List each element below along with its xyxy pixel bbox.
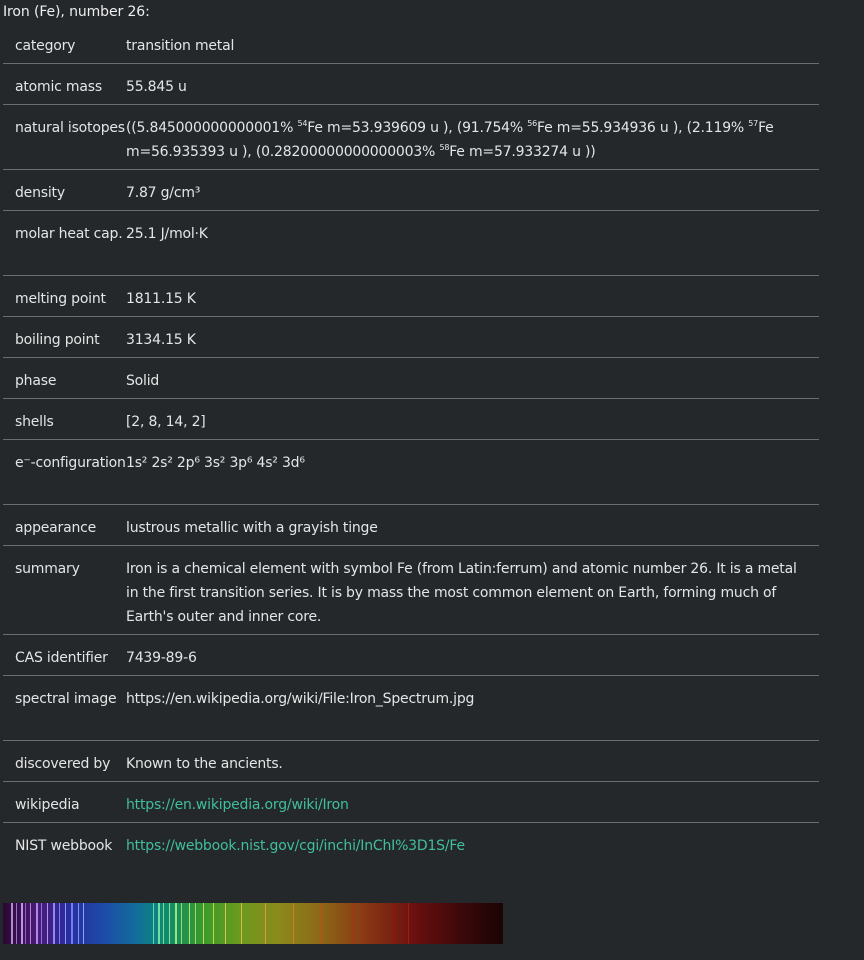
element-properties-table — [3, 23, 819, 883]
isotope-abundance: (2.119% — [682, 120, 745, 136]
isotope-abundance: (0.28200000000000003% — [251, 144, 436, 160]
spectral-line — [181, 903, 182, 944]
spectral-line — [203, 903, 204, 944]
row-value: 7.87 g/cm³ — [126, 185, 201, 201]
row-value: 25.1 J/mol·K — [126, 226, 208, 242]
row-discovered-by — [3, 741, 819, 782]
row-natural-isotopes — [3, 105, 819, 170]
row-key: category — [15, 38, 76, 54]
spectral-line — [189, 903, 190, 944]
row-density — [3, 170, 819, 211]
spectrum-graphic — [3, 903, 503, 944]
row-summary — [3, 546, 819, 635]
row-spectral-image — [3, 676, 819, 741]
row-electron-configuration — [3, 440, 819, 505]
iron-emission-spectrum-image — [3, 903, 503, 944]
row-shells — [3, 399, 819, 440]
row-value: 55.845 u — [126, 79, 187, 95]
row-category — [3, 23, 819, 64]
row-key: melting point — [15, 291, 106, 307]
row-molar-heat — [3, 211, 819, 276]
wikipedia-link[interactable]: https://en.wikipedia.org/wiki/Iron — [126, 797, 349, 813]
spectral-line — [21, 903, 23, 944]
isotope-mass: Fe m=55.934936 u ), — [537, 120, 683, 136]
spectral-line — [65, 903, 66, 944]
row-key: summary — [15, 561, 80, 577]
row-cas-identifier — [3, 635, 819, 676]
spectral-line — [393, 903, 395, 944]
spectral-line — [321, 903, 322, 944]
spectral-line — [265, 903, 266, 944]
spectral-line — [71, 903, 73, 944]
row-value: Solid — [126, 373, 160, 389]
spectral-line — [36, 903, 38, 944]
spectral-line — [41, 903, 42, 944]
row-key: e⁻-configuration — [15, 455, 126, 471]
row-melting-point — [3, 276, 819, 317]
row-value: 1s² 2s² 2p⁶ 3s² 3p⁶ 4s² 3d⁶ — [126, 455, 305, 471]
row-value: transition metal — [126, 38, 235, 54]
isotope-mass: Fe m=53.939609 u ), — [307, 120, 453, 136]
spectral-line — [225, 903, 226, 944]
spectral-line — [158, 903, 160, 944]
spectral-line — [175, 903, 177, 944]
row-value: [2, 8, 14, 2] — [126, 414, 206, 430]
row-value: Known to the ancients. — [126, 756, 283, 772]
spectral-line — [241, 903, 242, 944]
isotope-mass-number: 56 — [527, 119, 538, 128]
row-value: 3134.15 K — [126, 332, 196, 348]
row-value: lustrous metallic with a grayish tinge — [126, 520, 378, 536]
spectral-line — [163, 903, 164, 944]
spectral-line — [25, 903, 26, 944]
row-boiling-point — [3, 317, 819, 358]
row-value: 1811.15 K — [126, 291, 196, 307]
row-key: molar heat cap. — [15, 226, 123, 242]
row-key: phase — [15, 373, 57, 389]
isotope-54 — [126, 120, 453, 136]
row-nist-webbook — [3, 823, 819, 883]
isotope-mass: Fe m=56.935393 u ), — [126, 120, 774, 160]
spectral-line — [59, 903, 60, 944]
row-key: shells — [15, 414, 54, 430]
row-value — [126, 116, 819, 169]
spectral-line — [30, 903, 31, 944]
spectral-line — [16, 903, 17, 944]
row-value — [126, 834, 819, 883]
isotope-mass-number: 54 — [297, 119, 308, 128]
row-key: natural isotopes — [15, 120, 125, 136]
spectral-line — [213, 903, 214, 944]
row-key: spectral image — [15, 691, 117, 707]
row-atomic-mass — [3, 64, 819, 105]
row-appearance — [3, 505, 819, 546]
row-value: https://en.wikipedia.org/wiki/File:Iron_Spectrum.jpg — [126, 691, 475, 707]
isotope-58 — [252, 144, 596, 160]
isotope-abundance: ((5.845000000000001% — [126, 120, 294, 136]
row-key: boiling point — [15, 332, 100, 348]
row-value: 7439-89-6 — [126, 650, 197, 666]
spectral-line — [353, 903, 354, 944]
spectral-line — [293, 903, 294, 944]
isotope-56 — [453, 120, 683, 136]
spectral-line — [11, 903, 13, 944]
row-wikipedia — [3, 782, 819, 823]
row-key: appearance — [15, 520, 97, 536]
nist-webbook-link[interactable]: https://webbook.nist.gov/cgi/inchi/InChI%3D1S/Fe — [126, 838, 465, 854]
spectral-line — [53, 903, 55, 944]
row-key: CAS identifier — [15, 650, 108, 666]
isotope-abundance: (91.754% — [452, 120, 523, 136]
spectral-line — [47, 903, 48, 944]
spectral-line — [169, 903, 170, 944]
row-key: discovered by — [15, 756, 111, 772]
spectral-line — [153, 903, 154, 944]
row-phase — [3, 358, 819, 399]
isotope-mass-number: 57 — [748, 119, 759, 128]
row-key: density — [15, 185, 65, 201]
spectral-line — [83, 903, 84, 944]
row-key: atomic mass — [15, 79, 102, 95]
spectral-line — [408, 903, 409, 944]
spectral-line — [195, 903, 196, 944]
row-key: NIST webbook — [15, 838, 113, 854]
row-key: wikipedia — [15, 797, 80, 813]
element-heading: Iron (Fe), number 26: — [3, 4, 150, 20]
isotope-mass-number: 58 — [439, 143, 450, 152]
row-value — [126, 793, 819, 822]
isotope-mass: Fe m=57.933274 u )) — [449, 144, 596, 160]
spectral-line — [78, 903, 79, 944]
row-value: Iron is a chemical element with symbol Fe (from Latin:ferrum) and atomic number 26. It is a metal in the first transition series. It is by mass the most common element on Earth, forming much of Earth's outer and inner core. — [126, 561, 797, 625]
